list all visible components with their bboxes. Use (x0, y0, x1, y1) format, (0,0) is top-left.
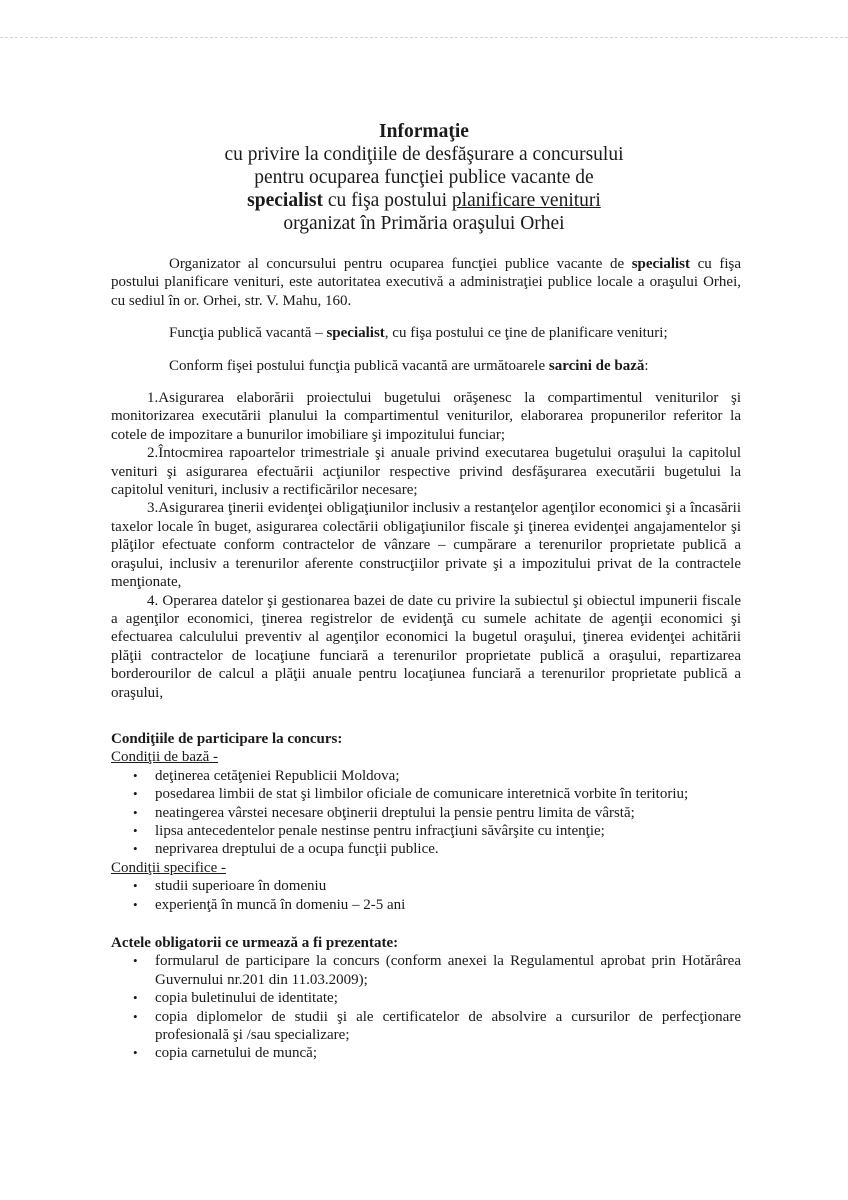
header-line-3 (100, 189, 748, 212)
list-item (111, 952, 741, 989)
bullet-icon: • (133, 841, 138, 857)
list-item-text: copia carnetului de muncă; (155, 1045, 318, 1062)
intro-post: cu fişa postului planificare venituri, este autoritatea executivă a administraţiei publice locale a oraşului Orhei, cu sediul în or. Orhei, str. V. Mahu, 160. (111, 256, 741, 309)
bullet-icon: • (133, 1045, 138, 1061)
list-item (111, 1044, 741, 1062)
task-item: 3.Asigurarea ţinerii evidenţei obligaţiunilor inclusiv a restanţelor agenţilor economici şi a încasării taxelor locale în buget, asigurarea colectării obligaţiunilor fiscale şi ţinerea evidenţei angajamentelor şi plăţilor efectuate conform contractelor de vânzare – cumpărare a terenurilor proprietate publică a oraşului, inclusiv a terenurilor aferente construcţiilor private şi a impozitului privat de la contractele menţionate, (111, 500, 741, 591)
document-body (111, 255, 741, 1063)
vacancy-pre: Funcţia publică vacantă – (169, 325, 327, 342)
vacancy-paragraph (111, 324, 741, 342)
documents-list (111, 952, 741, 1062)
list-item-text: lipsa antecedentelor penale nestinse pentru infracţiuni săvârşite cu intenţie; (155, 822, 605, 839)
list-item (111, 840, 741, 858)
document-header (100, 120, 748, 235)
header-line-1: cu privire la condiţiile de desfăşurare a concursului (224, 144, 624, 165)
vacancy-bold: specialist (326, 325, 385, 342)
list-item (111, 1008, 741, 1045)
bullet-icon: • (133, 878, 138, 894)
list-item-text: posedarea limbii de stat şi limbilor oficiale de comunicare interetnică vorbite în teritoriu; (155, 786, 689, 803)
list-item (111, 785, 741, 803)
list-item (111, 877, 741, 895)
intro-paragraph (111, 255, 741, 310)
list-item (111, 804, 741, 822)
tasks-intro-pre: Conform fişei postului funcţia publică vacantă are următoarele (169, 357, 549, 374)
tasks-intro-paragraph (111, 357, 741, 375)
bullet-icon: • (133, 822, 138, 838)
list-item-text: experienţă în muncă în domeniu – 2-5 ani (155, 896, 406, 913)
header-line-2: pentru ocuparea funcţiei publice vacante de (254, 167, 594, 188)
list-item-text: studii superioare în domeniu (155, 878, 327, 895)
task-item: 4. Operarea datelor şi gestionarea bazei de date cu privire la subiectul şi obiectul impunerii fiscale a agenţilor economici, ţinerea registrelor de evidenţă cu sumele achitate de agenţii economici şi efectuarea calculului preventiv al agenţilor economici la bugetul oraşului, ţinerea evidenţei achitării plăţii contractelor de locaţiune funciară a terenurilor proprietate publică a oraşului, repartizarea borderourilor de calcul a plăţii anuale pentru locaţiunea funciară a terenurilor proprietate publică a oraşului, (111, 592, 741, 701)
specific-conditions-list (111, 877, 741, 914)
vacancy-post: , cu fişa postului ce ţine de planificare venituri; (384, 325, 668, 342)
documents-heading: Actele obligatorii ce urmează a fi prezentate: (111, 935, 399, 951)
list-item (111, 896, 741, 914)
task-item: 1.Asigurarea elaborării proiectului bugetului orăşenesc la compartimentul veniturilor şi monitorizarea executării planului la compartimentul veniturilor, elaborarea propunerilor referitor la cotele de impozitare a bunurilor imobiliare şi impozitului funciar; (111, 390, 741, 443)
list-item-text: deţinerea cetăţeniei Republicii Moldova; (155, 767, 400, 784)
bullet-icon: • (133, 896, 138, 912)
header-line-4: organizat în Primăria oraşului Orhei (283, 213, 565, 234)
scan-edge-line (0, 37, 848, 38)
bullet-icon: • (133, 804, 138, 820)
list-item-text: copia diplomelor de studii şi ale certificatelor de absolvire a cursurilor de perfecţionare profesională şi /sau specializare; (155, 1008, 741, 1044)
intro-pre: Organizator al concursului pentru ocuparea funcţiei publice vacante de (169, 256, 632, 272)
bullet-icon: • (133, 953, 138, 969)
document-title: Informaţie (379, 121, 469, 142)
tasks-intro-bold: sarcini de bază (548, 357, 645, 374)
header-post-underlined: planificare venituri (451, 190, 601, 211)
bullet-icon: • (133, 1008, 138, 1024)
tasks-intro-post: : (644, 357, 649, 374)
list-item (111, 822, 741, 840)
bullet-icon: • (133, 786, 138, 802)
list-item (111, 767, 741, 785)
intro-bold: specialist (631, 256, 691, 272)
bullet-icon: • (133, 990, 138, 1006)
list-item-text: formularul de participare la concurs (conform anexei la Regulamentul aprobat prin Hotărârea Guvernului nr.201 din 11.03.2009); (155, 953, 741, 988)
basic-conditions-list (111, 767, 741, 859)
list-item-text: copia buletinului de identitate; (155, 990, 338, 1007)
specific-conditions-heading: Condiţii specifice - (111, 859, 226, 876)
basic-conditions-heading: Condiţii de bază - (111, 749, 219, 766)
list-item-text: neatingerea vârstei necesare obţinerii dreptului la pensie pentru limita de vârstă; (155, 804, 635, 821)
conditions-heading: Condiţiile de participare la concurs: (111, 730, 343, 747)
list-item-text: neprivarea dreptului de a ocupa funcţii publice. (155, 841, 439, 858)
task-item: 2.Întocmirea rapoartelor trimestriale şi anuale privind executarea bugetului oraşului la capitolul venituri şi asigurarea efectuării acţiunilor respective privind desfăşurarea executării bugetului la capitolul venituri, inclusiv a rectificărilor necesare; (111, 445, 741, 499)
header-position-bold: specialist (247, 190, 324, 211)
header-line-3-mid: cu fişa postului (323, 190, 452, 211)
list-item (111, 989, 741, 1007)
bullet-icon: • (133, 767, 138, 783)
